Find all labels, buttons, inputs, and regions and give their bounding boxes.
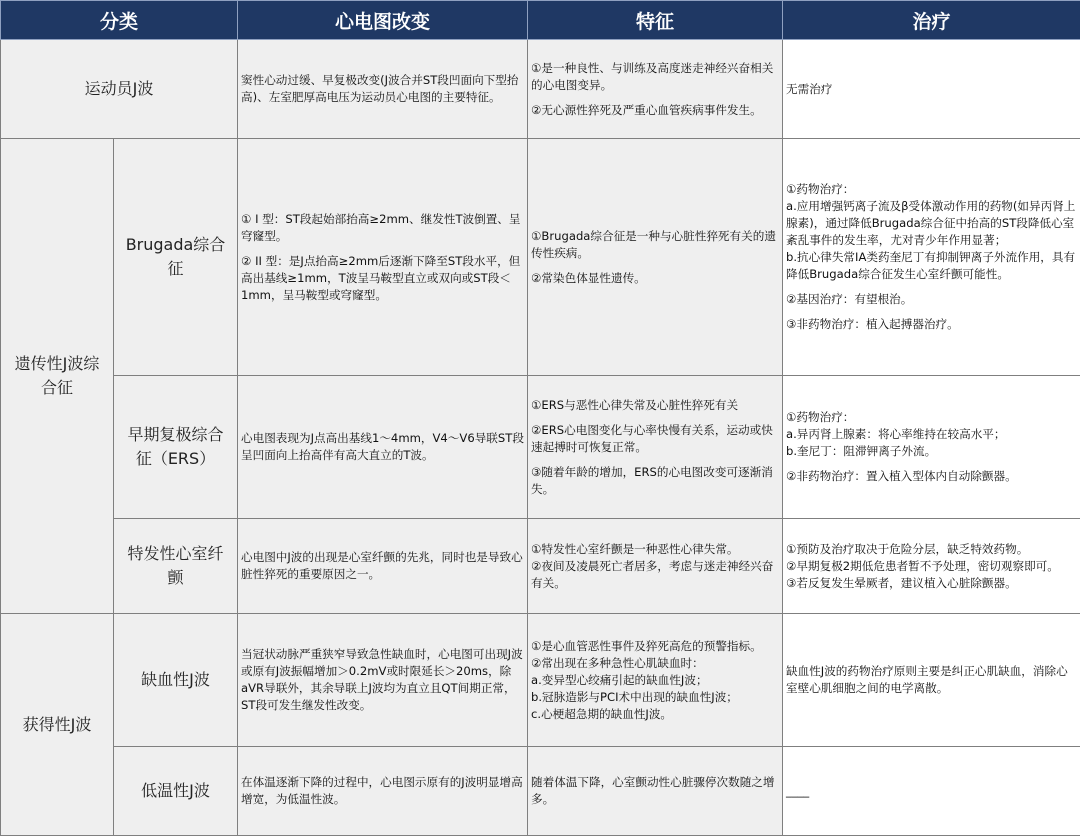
features-brugada-1: ①Brugada综合征是一种与心脏性猝死有关的遗传性疾病。 [531,228,776,260]
ecg-brugada-type2: ② II 型：是J点抬高≥2mm后逐渐下降至ST段水平，但高出基线≥1mm，T波呈马鞍型直立或双向或ST段＜1mm，呈马鞍型或穹窿型。 [241,253,521,302]
treatment-ers [783,376,1080,519]
row-athlete-j-wave [1,40,1080,139]
row-ischemic-j-wave [1,614,1080,747]
ecg-athlete [238,40,528,139]
features-ischemic-2: ②常出现在多种急性心肌缺血时： [531,655,704,670]
ecg-brugada [238,139,528,376]
treatment-ischemic-text: 缺血性J波的药物治疗原则主要是纠正心肌缺血，消除心室壁心肌细胞之间的电学离散。 [786,664,1068,695]
group-hereditary-j-wave-syndrome: 遗传性J波综合征 [1,139,114,614]
ecg-ischemic [238,614,528,747]
header-ecg-change: 心电图改变 [238,1,528,40]
category-hypothermic-j-wave: 低温性J波 [114,747,238,836]
category-athlete-j-wave: 运动员J波 [1,40,238,139]
header-features: 特征 [528,1,783,40]
treatment-hypothermic [783,747,1080,836]
treatment-idiopathic-1: ①预防及治疗取决于危险分层，缺乏特效药物。 [786,541,1029,556]
features-hypothermic [528,747,783,836]
row-brugada [1,139,1080,376]
header-row [1,1,1080,40]
features-athlete [528,40,783,139]
features-athlete-1: ①是一种良性、与训练及高度迷走神经兴奋相关的心电图变异。 [531,60,774,92]
features-ischemic [528,614,783,747]
treatment-idiopathic [783,519,1080,614]
treatment-brugada-2: ②基因治疗：有望根治。 [786,292,913,306]
treatment-ers-1b: b.奎尼丁：阻滞钾离子外流。 [786,444,937,458]
features-ers-3: ③随着年龄的增加，ERS的心电图改变可逐渐消失。 [531,464,773,496]
treatment-ers-2: ②非药物治疗：置入植入型体内自动除颤器。 [786,469,1017,483]
features-hypothermic-text: 随着体温下降，心室颤动性心脏骤停次数随之增多。 [531,775,775,806]
treatment-brugada-3: ③非药物治疗：植入起搏器治疗。 [786,317,959,331]
features-ischemic-1: ①是心血管恶性事件及猝死高危的预警指标。 [531,638,762,653]
features-ischemic-2c: c.心梗超急期的缺血性J波。 [531,706,673,721]
category-ischemic-j-wave: 缺血性J波 [114,614,238,747]
category-brugada: Brugada综合征 [114,139,238,376]
category-ers: 早期复极综合征（ERS） [114,376,238,519]
treatment-ers-1: ①药物治疗： [786,410,855,424]
ecg-ers [238,376,528,519]
features-ischemic-2b: b.冠脉造影与PCI术中出现的缺血性J波； [531,689,738,704]
treatment-idiopathic-3: ③若反复发生晕厥者，建议植入心脏除颤器。 [786,575,1017,590]
header-category: 分类 [1,1,238,40]
ecg-hypothermic-text: 在体温逐渐下降的过程中，心电图示原有的J波明显增高增宽，为低温性波。 [241,775,523,806]
features-brugada [528,139,783,376]
row-idiopathic-vf [1,519,1080,614]
header-treatment: 治疗 [783,1,1080,40]
ecg-idiopathic-text: 心电图中J波的出现是心室纤颤的先兆，同时也是导致心脏性猝死的重要原因之一。 [241,550,523,581]
features-ischemic-2a: a.变异型心绞痛引起的缺血性J波； [531,672,708,687]
treatment-brugada-1: ①药物治疗： [786,182,855,196]
row-ers [1,376,1080,519]
treatment-athlete [783,40,1080,139]
features-ers [528,376,783,519]
treatment-brugada [783,139,1080,376]
ecg-brugada-type1: ① I 型：ST段起始部抬高≥2mm、继发性T波倒置、呈穹窿型。 [241,211,521,243]
treatment-athlete-text: 无需治疗 [786,81,833,96]
ecg-ers-text: 心电图表现为J点高出基线1～4mm，V4～V6导联ST段呈凹面向上抬高伴有高大直立的T波。 [241,431,524,462]
group-acquired-j-wave: 获得性J波 [1,614,114,836]
features-idiopathic [528,519,783,614]
features-ers-2: ②ERS心电图变化与心率快慢有关系，运动或快速起搏时可恢复正常。 [531,422,773,454]
treatment-ischemic [783,614,1080,747]
ecg-hypothermic [238,747,528,836]
features-ers-1: ①ERS与恶性心律失常及心脏性猝死有关 [531,397,739,412]
treatment-idiopathic-2: ②早期复极2期低危患者暂不予处理，密切观察即可。 [786,558,1059,573]
treatment-brugada-1b: b.抗心律失常IA类药奎尼丁有抑制钾离子外流作用，具有降低Brugada综合征发生心室纤颤可能性。 [786,250,1076,281]
ecg-idiopathic [238,519,528,614]
ecg-ischemic-text: 当冠状动脉严重狭窄导致急性缺血时，心电图可出现J波或原有J波振幅增加＞0.2mV或时限延长＞20ms，除aVR导联外，其余导联上J波均为直立且QT间期正常，ST段可发生继发性改变。 [241,647,523,712]
features-athlete-2: ②无心源性猝死及严重心血管疾病事件发生。 [531,102,762,117]
features-brugada-2: ②常染色体显性遗传。 [531,270,646,285]
ecg-athlete-text: 窦性心动过缓、早复极改变(J波合并ST段凹面向下型抬高)、左室肥厚高电压为运动员心电图的主要特征。 [241,73,519,104]
treatment-ers-1a: a.异丙肾上腺素：将心率维持在较高水平； [786,427,1006,441]
category-idiopathic-vf: 特发性心室纤颤 [114,519,238,614]
treatment-hypothermic-text: ____ [786,783,810,798]
features-idiopathic-1: ①特发性心室纤颤是一种恶性心律失常。 [531,541,739,556]
row-hypothermic-j-wave [1,747,1080,836]
treatment-brugada-1a: a.应用增强钙离子流及β受体激动作用的药物(如异丙肾上腺素)，通过降低Brugada综合征中抬高的ST段降低心室紊乱事件的发生率，尤对青少年作用显著； [786,199,1076,247]
features-idiopathic-2: ②夜间及凌晨死亡者居多，考虑与迷走神经兴奋有关。 [531,558,774,590]
